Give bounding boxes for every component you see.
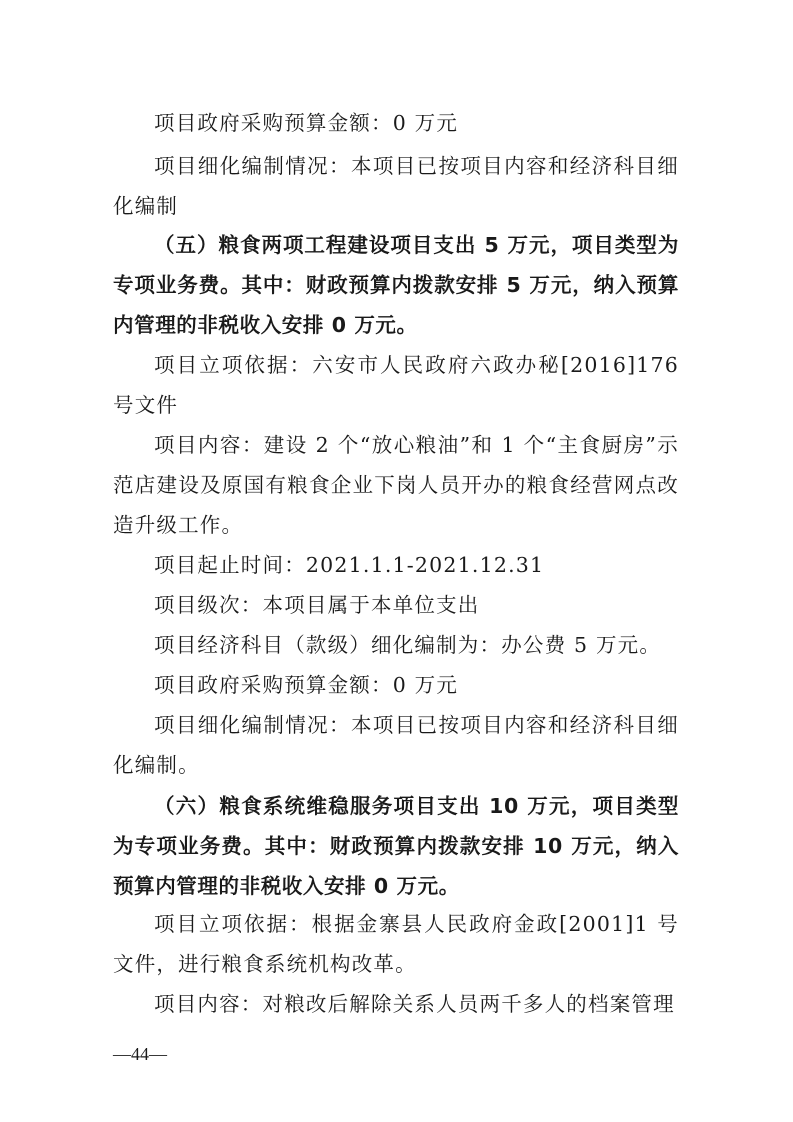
paragraph-period-5: 项目起止时间：2021.1.1-2021.12.31 xyxy=(154,553,545,577)
paragraph-economic-subject-5: 项目经济科目（款级）细化编制为：办公费 5 万元。 xyxy=(154,633,662,657)
paragraph-procurement-budget-2: 项目政府采购预算金额：0 万元 xyxy=(154,673,459,697)
section-heading-5: （五）粮食两项工程建设项目支出 5 万元，项目类型为专项业务费。其中：财政预算内拨款安排 5 万元，纳入预算内管理的非税收入安排 0 万元。 xyxy=(113,233,679,337)
paragraph-detail-status-2: 项目细化编制情况：本项目已按项目内容和经济科目细化编制。 xyxy=(113,713,679,777)
paragraph-procurement-budget-1: 项目政府采购预算金额：0 万元 xyxy=(154,111,459,135)
paragraph-content-5: 项目内容：建设 2 个“放心粮油”和 1 个“主食厨房”示范店建设及原国有粮食企业下岗人员开办的粮食经营网点改造升级工作。 xyxy=(113,433,679,537)
paragraph-basis-5: 项目立项依据：六安市人民政府六政办秘[2016]176 号文件 xyxy=(113,353,679,417)
paragraph-level-5: 项目级次：本项目属于本单位支出 xyxy=(154,593,480,617)
paragraph-basis-6: 项目立项依据：根据金寨县人民政府金政[2001]1 号文件，进行粮食系统机构改革。 xyxy=(113,912,679,976)
section-heading-6: （六）粮食系统维稳服务项目支出 10 万元，项目类型为专项业务费。其中：财政预算内拨款安排 10 万元，纳入预算内管理的非税收入安排 0 万元。 xyxy=(113,794,679,898)
paragraph-content-6: 项目内容：对粮改后解除关系人员两千多人的档案管理 xyxy=(154,992,675,1016)
paragraph-detail-status-1: 项目细化编制情况：本项目已按项目内容和经济科目细化编制 xyxy=(113,154,679,218)
page-number: —44— xyxy=(113,1044,167,1064)
